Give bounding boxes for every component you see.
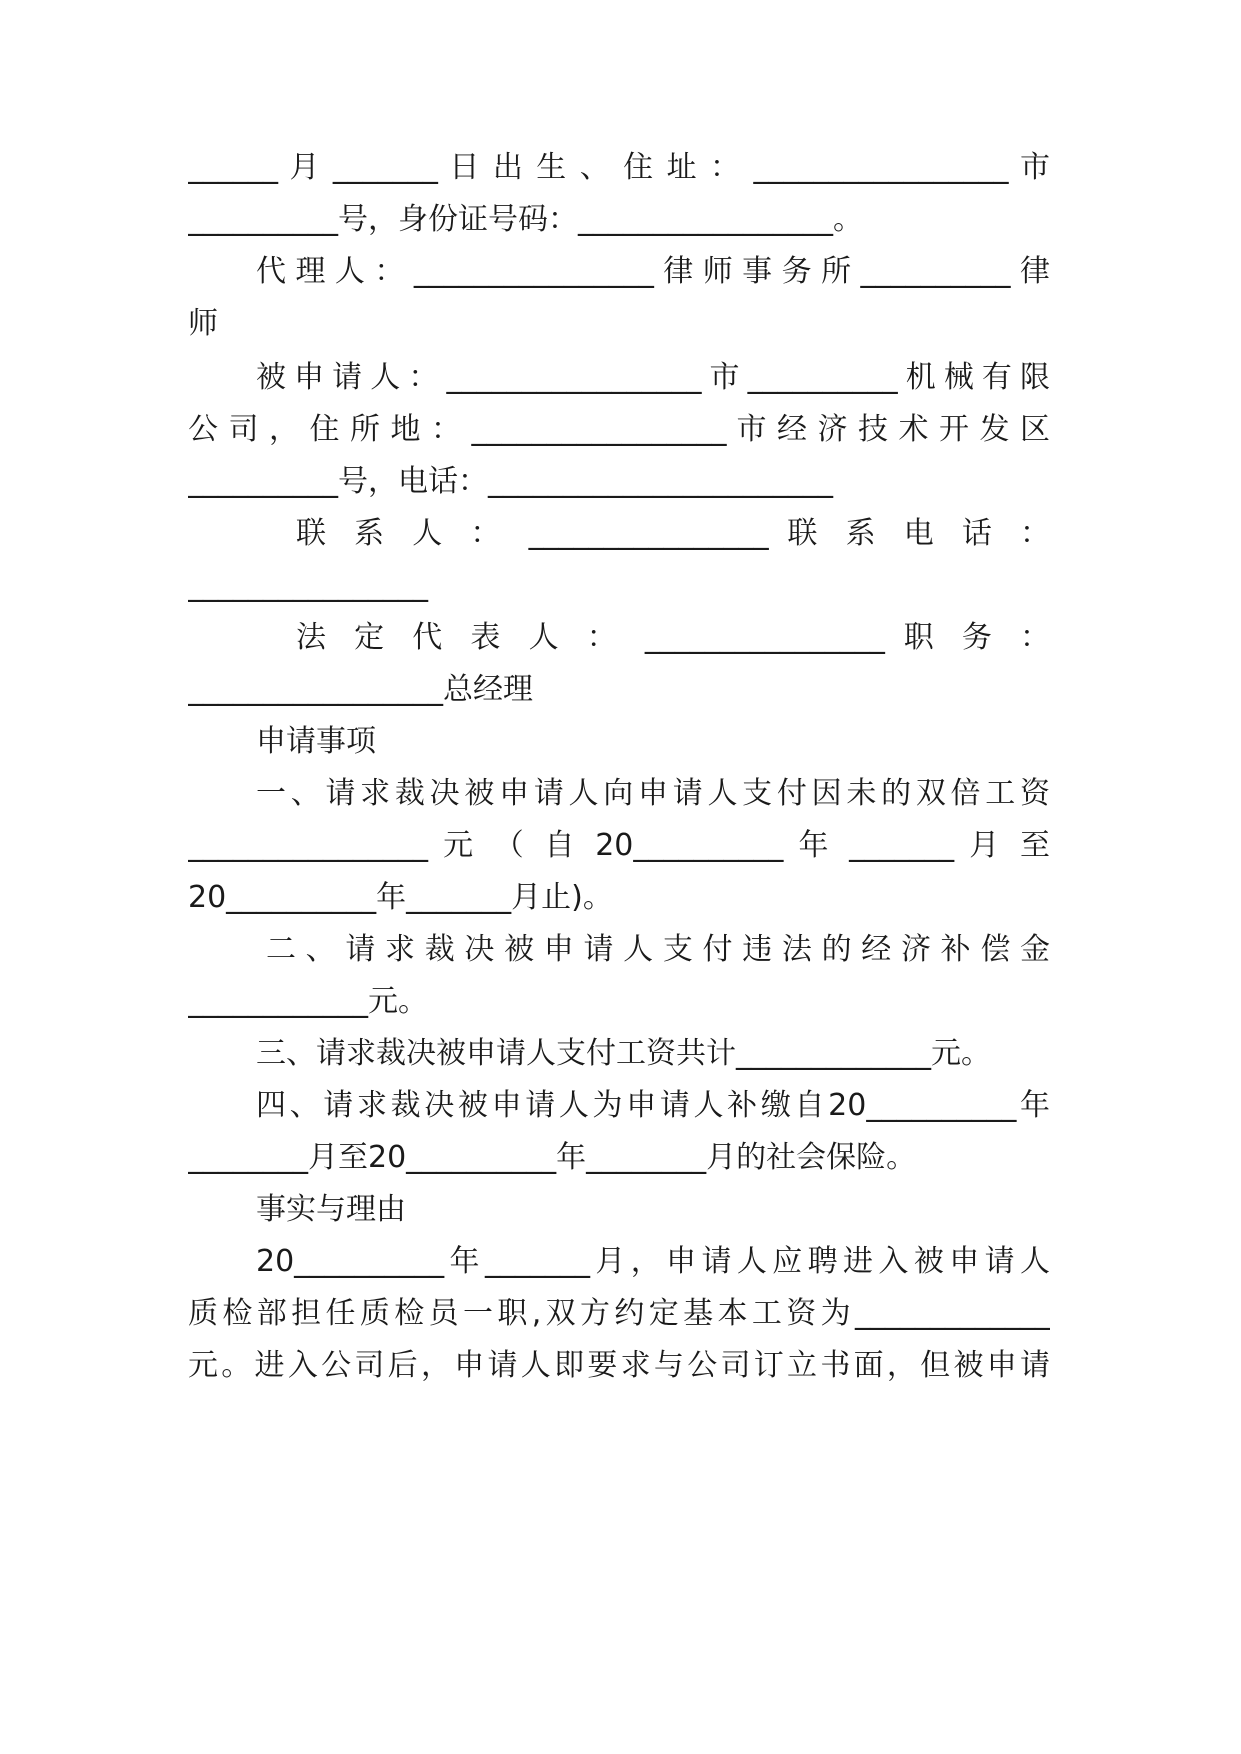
- text-line: 一、请求裁决被申请人向申请人支付因未的双倍工资: [256, 776, 1050, 811]
- section-heading: 事实与理由: [256, 1192, 406, 1227]
- text-line: 四、请求裁决被申请人为申请人补缴自20__________年: [256, 1088, 1050, 1123]
- text-line: 被申请人：_________________市__________机械有限: [256, 360, 1050, 395]
- text-line: _________________总经理: [188, 672, 533, 707]
- text-line: 20__________年_______月，申请人应聘进入被申请人: [256, 1244, 1050, 1279]
- text-line: 联 系 人 ： ________________ 联 系 电 话 ：: [296, 516, 1050, 551]
- text-line: 公 司 ， 住 所 地 ： _________________ 市 经 济 技 术 开 发 区: [188, 412, 1050, 447]
- text-line: ______ 月 _______ 日 出 生 、 住 址 ： _________________ 市: [188, 150, 1050, 185]
- text-line: ____________元。: [188, 984, 428, 1019]
- text-line: 20__________年_______月止)。: [188, 880, 613, 915]
- section-heading: 申请事项: [256, 724, 376, 759]
- text-line: 二、请求裁决被申请人支付违法的经济补偿金: [266, 932, 1050, 967]
- text-line: 师: [188, 306, 218, 341]
- text-line: __________号，电话：_______________________: [188, 464, 833, 499]
- text-line: 三、请求裁决被申请人支付工资共计_____________元。: [256, 1036, 991, 1071]
- text-line: ________月至20__________年________月的社会保险。: [188, 1140, 917, 1175]
- text-line: 代理人：________________律师事务所__________律: [256, 254, 1050, 289]
- text-line: ________________ 元 （ 自 20__________ 年 _______ 月 至: [188, 828, 1050, 863]
- text-line: 质检部担任质检员一职,双方约定基本工资为_____________: [188, 1296, 1050, 1331]
- text-line: __________号，身份证号码：_________________。: [188, 202, 863, 237]
- text-line: 法 定 代 表 人 ： ________________ 职 务 ：: [296, 620, 1050, 655]
- text-line: ________________: [188, 568, 428, 603]
- text-line: 元。进入公司后，申请人即要求与公司订立书面，但被申请: [188, 1348, 1050, 1383]
